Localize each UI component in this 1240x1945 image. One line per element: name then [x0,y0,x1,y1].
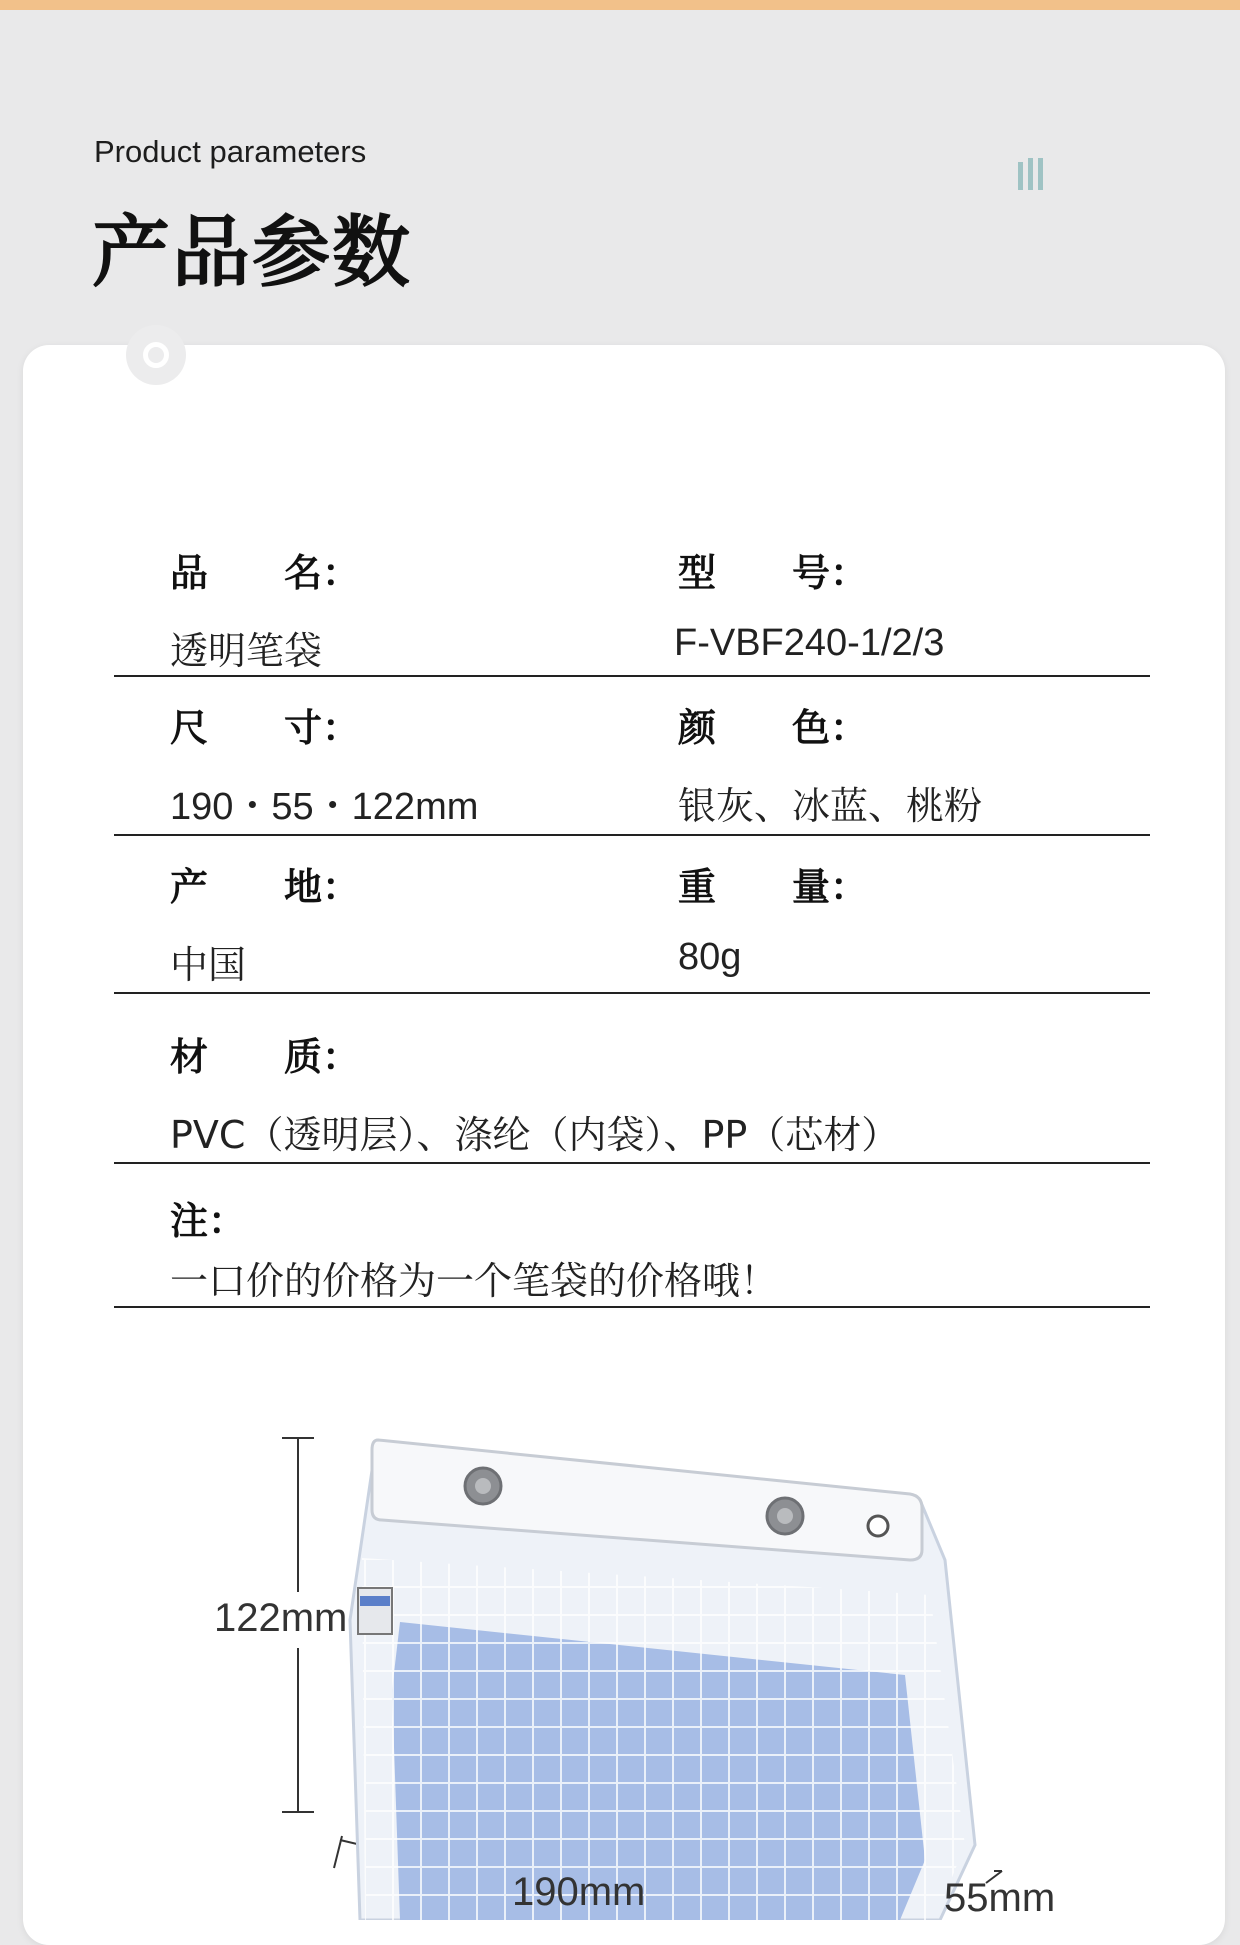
top-accent-strip [0,0,1240,10]
material-value: PVC（透明层）、涤纶（内袋）、PP（芯材） [170,1113,900,1157]
size-label: 尺 寸： [170,706,361,750]
origin-value: 中国 [170,943,247,987]
origin-label: 产 地： [170,865,361,909]
name-value: 透明笔袋 [170,629,323,673]
depth-dimension-label: 55mm [944,1876,1056,1920]
size-value: 190・55・122mm [170,786,479,828]
section-title: 产品参数 [92,208,413,298]
spec-row-material [114,994,1150,1164]
spec-row-name-model [114,530,1150,677]
pencil-bag-image [0,1390,1240,1920]
model-label: 型 号： [678,551,869,595]
weight-value: 80g [678,936,742,978]
spec-row-size-color [114,677,1150,836]
weight-label: 重 量： [678,865,869,909]
length-dimension-label: 190mm [512,1870,646,1914]
color-label: 颜 色： [678,706,869,750]
product-illustration [0,1390,1240,1920]
model-value: F-VBF240-1/2/3 [674,622,945,664]
note-label: 注： [170,1199,247,1243]
spec-row-origin-weight [114,836,1150,994]
bars-decoration-icon [1018,156,1052,190]
height-dimension-label: 122mm [214,1596,348,1640]
spec-row-note [114,1164,1150,1308]
section-subtitle: Product parameters [94,134,367,169]
ring-decoration-icon [126,325,186,385]
color-value: 银灰、冰蓝、桃粉 [678,784,983,828]
note-value: 一口价的价格为一个笔袋的价格哦！ [170,1259,779,1303]
name-label: 品 名： [170,551,361,595]
material-label: 材 质： [170,1035,361,1079]
